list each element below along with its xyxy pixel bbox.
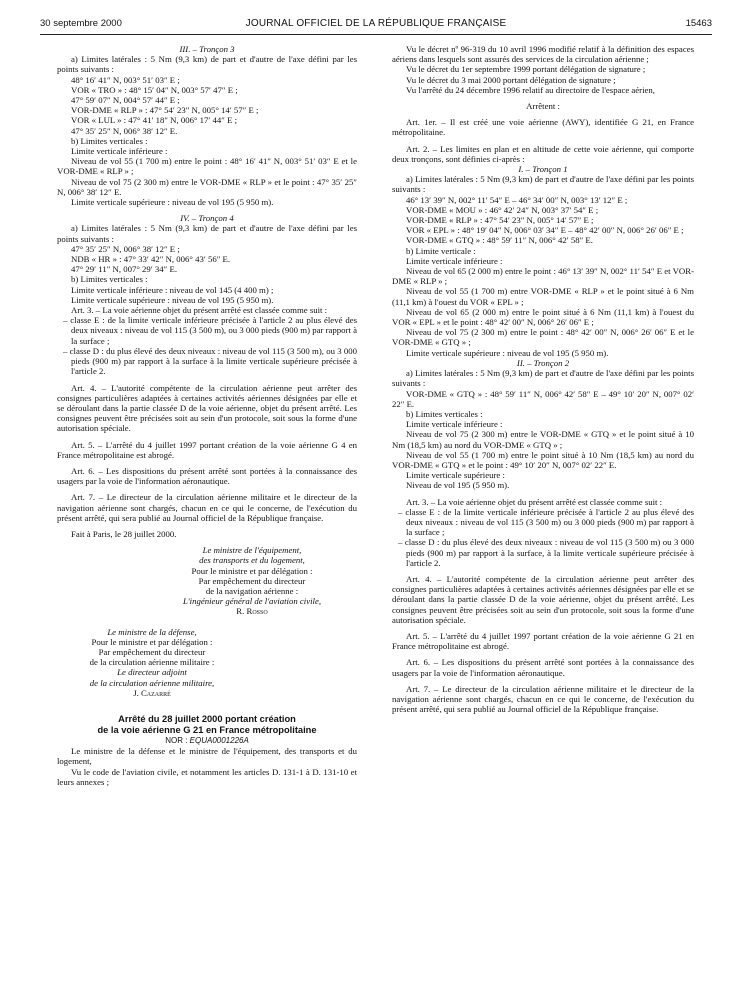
signatory-line: Par empêchement du directeur (198, 575, 306, 586)
nor-label: NOR : (165, 735, 188, 745)
paragraph: Niveau de vol 65 (2 000 m) entre le point situé à 6 Nm (11,1 km) à l'ouest du VOR « EPL » et le point : 48° 42′ 00″ N, 006° 26′ 06″ E ; (392, 306, 694, 328)
signatory-name: R. Rosso (236, 606, 268, 617)
coordinate-line: VOR « TRO » : 48° 15′ 04″ N, 003° 57′ 47″ E ; (71, 84, 238, 95)
signatory-line: Pour le ministre et par délégation : (191, 565, 313, 576)
article: Art. 4. – L'autorité compétente de la circulation aérienne peut arrêter des consignes particulières adaptées à certaines activités aériennes désignées par elle et se déroulant dans la partie classée D de la voie aérienne, objet du présent arrêté. Les consignes peuvent être précisées soit au sein d'un protocole, soit sous la forme d'une autorisation spéciale. (392, 573, 694, 625)
paragraph: Niveau de vol 65 (2 000 m) entre le point : 46° 13′ 39″ N, 002° 11′ 54″ E et VOR-DME « RLP » ; (392, 266, 694, 287)
subheading: b) Limite verticale : (406, 245, 476, 256)
signature-block-defense (57, 627, 247, 698)
paragraph: Vu l'arrêté du 24 décembre 1996 relatif au directoire de l'espace aérien, (406, 84, 655, 95)
coordinate-line: VOR « LUL » : 47° 41′ 18″ N, 006° 17′ 44″ E ; (71, 115, 238, 126)
paragraph: Niveau de vol 75 (2 300 m) entre le VOR-DME « RLP » et le point : 47° 35′ 25″ N, 006° 38′ 12″ E. (57, 176, 357, 197)
decree-title: de la voie aérienne G 21 en France métropolitaine (97, 724, 317, 735)
signatory-line: Par empêchement du directeur (98, 646, 206, 657)
list-item: – classe E : de la limite verticale inférieure précisée à l'article 2 au plus élevé des deux niveaux : niveau de vol 115 (3 500 m) ou 3 000 pieds (900 m) par rapport à la surface ; (398, 506, 694, 538)
signatory-title: de la circulation aérienne militaire, (89, 677, 215, 688)
article: Art. 7. – Le directeur de la circulation aérienne militaire et le directeur de la navigation aérienne sont chargés, chacun en ce qui le concerne, de l'exécution du présent arrêté, qui sera publié au Journal officiel de la République française. (392, 683, 694, 715)
header-date: 30 septembre 2000 (40, 18, 122, 29)
section-heading: IV. – Tronçon 4 (180, 213, 234, 224)
article: Art. 7. – Le directeur de la circulation aérienne militaire et le directeur de la navigation aérienne sont chargés, chacun en ce qui le concerne, de l'exécution du présent arrêté, qui sera publié au Journal officiel de la République française. (57, 492, 357, 523)
right-column (392, 44, 694, 714)
signatory-line: Pour le ministre et par délégation : (91, 636, 213, 647)
paragraph: Limite verticale supérieure : niveau de vol 195 (5 950 m). (71, 294, 274, 305)
paragraph: Vu le code de l'aviation civile, et notamment les articles D. 131-1 à D. 131-10 et leurs annexes ; (57, 766, 357, 787)
list-item: – classe D : du plus élevé des deux niveaux : niveau de vol 115 (3 500 m) ou 3 000 pieds (900 m) par rapport à la surface, à la limite verticale supérieure précisée à l'article 2. (398, 537, 694, 568)
signatory-title: L'ingénieur général de l'aviation civile, (182, 596, 322, 607)
coordinate-line: 47° 29′ 11″ N, 007° 29′ 34″ E. (71, 264, 178, 275)
list-item: – classe E : de la limite verticale inférieure précisée à l'article 2 au plus élevé des deux niveaux : niveau de vol 115 (3 500 m), ou 3 000 pieds (900 m) par rapport à la surface ; (63, 315, 357, 346)
article: Art. 2. – Les limites en plan et en altitude de cette voie aérienne, qui comporte deux tronçons, sont définies ci-après : (392, 143, 694, 164)
article: Art. 3. – La voie aérienne objet du présent arrêté est classée comme suit : (406, 496, 663, 507)
signatory-title: Le ministre de l'équipement, (202, 545, 302, 556)
section-heading: I. – Tronçon 1 (518, 164, 568, 175)
subheading: b) Limites verticales : (71, 274, 148, 285)
paragraph: Limite verticale supérieure : niveau de vol 195 (5 950 m). (71, 197, 274, 208)
nor-reference (57, 736, 357, 746)
signature-date: Fait à Paris, le 28 juillet 2000. (71, 528, 177, 539)
left-column (57, 44, 357, 787)
coordinate-line: 46° 13′ 39″ N, 002° 11′ 54″ E – 46° 34′ 00″ N, 003° 13′ 12″ E ; (406, 194, 628, 205)
paragraph: Vu le décret du 1er septembre 1999 portant délégation de signature ; (406, 64, 646, 75)
enacting-word: Arrêtent : (526, 101, 560, 112)
coordinate-line: VOR-DME « GTQ » : 48° 59′ 11″ N, 006° 42′ 58″ E. (406, 235, 593, 246)
coordinate-line: 47° 59′ 07″ N, 004° 57′ 44″ E ; (71, 95, 180, 106)
paragraph: Le ministre de la défense et le ministre de l'équipement, des transports et du logement, (57, 746, 357, 767)
article: Art. 6. – Les dispositions du présent arrêté sont portées à la connaissance des usagers par la voie de l'information aéronautique. (57, 465, 357, 487)
paragraph: Niveau de vol 195 (5 950 m). (406, 480, 510, 491)
paragraph: a) Limites latérales : 5 Nm (9,3 km) de part et d'autre de l'axe défini par les points suivants : (57, 54, 357, 75)
paragraph: Niveau de vol 55 (1 700 m) entre le point situé à 10 Nm (18,5 km) au nord du VOR-DME « GTQ » et le point : 49° 10′ 20″ N, 007° 02′ 22″ E. (392, 449, 694, 470)
coordinate-line: VOR-DME « MOU » : 46° 42′ 24″ N, 003° 37′ 54″ E ; (406, 204, 599, 215)
article: Art. 4. – L'autorité compétente de la circulation aérienne peut arrêter des consignes particulières adaptées à certaines activités aériennes désignées par elle et se déroulant dans la partie classée D de la voie aérienne, objet du présent arrêté. Les consignes peuvent être précisées soit au sein d'un protocole, soit sous la forme d'une autorisation spéciale. (57, 382, 357, 434)
header-journal-title: JOURNAL OFFICIEL DE LA RÉPUBLIQUE FRANÇAISE (245, 18, 507, 29)
paragraph: Limite verticale inférieure : (71, 146, 168, 157)
coordinate-line: VOR-DME « RLP » : 47° 54′ 23″ N, 005° 14′ 57″ E ; (71, 105, 259, 116)
paragraph: a) Limites latérales : 5 Nm (9,3 km) de part et d'autre de l'axe défini par les points suivants : (392, 174, 694, 195)
paragraph: Niveau de vol 75 (2 300 m) entre le VOR-DME « GTQ » et le point situé à 10 Nm (18,5 km) au nord du VOR-DME « GTQ » ; (392, 429, 694, 450)
paragraph: a) Limites latérales : 5 Nm (9,3 km) de part et d'autre de l'axe défini par les points suivants : (57, 223, 357, 244)
signatory-title: Le ministre de la défense, (107, 626, 197, 637)
article: Art. 1er. – Il est créé une voie aérienne (AWY), identifiée G 21, en France métropolitaine. (392, 117, 694, 138)
signatory-line: de la navigation aérienne : (205, 585, 299, 596)
page-header (40, 18, 712, 32)
article: Art. 5. – L'arrêté du 4 juillet 1997 portant création de la voie aérienne G 4 en France métropolitaine est abrogé. (57, 439, 357, 460)
paragraph: Vu le décret nº 96-319 du 10 avril 1996 modifié relatif à la définition des espaces aériens dans lesquels sont assurés des services de la circulation aérienne ; (392, 44, 694, 65)
coordinate-line: NDB « HR » : 47° 33′ 42″ N, 006° 43′ 56″ E. (71, 254, 231, 265)
paragraph: Limite verticale supérieure : (406, 470, 505, 481)
paragraph: Limite verticale supérieure : niveau de vol 195 (5 950 m). (406, 347, 609, 358)
paragraph: Niveau de vol 75 (2 300 m) entre le point : 48° 42′ 00″ N, 006° 26′ 06″ E et le VOR-DME « GTQ » ; (392, 327, 694, 348)
subheading: b) Limites verticales : (71, 135, 148, 146)
paragraph: Limite verticale inférieure : (406, 255, 503, 266)
paragraph: a) Limites latérales : 5 Nm (9,3 km) de part et d'autre de l'axe défini par les points suivants : (392, 368, 694, 389)
coordinate-line: 47° 35′ 25″ N, 006° 38′ 12″ E ; (71, 243, 180, 254)
section-heading: III. – Tronçon 3 (179, 44, 235, 54)
paragraph: Vu le décret du 3 mai 2000 portant délégation de signature ; (406, 74, 616, 85)
paragraph: Niveau de vol 55 (1 700 m) entre le point : 48° 16′ 41″ N, 003° 51′ 03″ E et le VOR-DME « RLP » ; (57, 156, 357, 177)
coordinate-line: 48° 16′ 41″ N, 003° 51′ 03″ E ; (71, 74, 180, 85)
paragraph: Limite verticale inférieure : niveau de vol 145 (4 400 m) ; (71, 284, 274, 295)
decree-title: Arrêté du 28 juillet 2000 portant création (118, 713, 296, 724)
header-page-number: 15463 (685, 18, 712, 29)
signatory-line: de la circulation aérienne militaire : (89, 657, 215, 668)
coordinate-line: VOR-DME « RLP » : 47° 54′ 23″ N, 005° 14′ 57″ E ; (406, 215, 594, 226)
article: Art. 3. – La voie aérienne objet du présent arrêté est classée comme suit : (71, 305, 328, 316)
signatory-name: J. Cazarré (133, 687, 171, 698)
paragraph: Limite verticale inférieure : (406, 419, 503, 430)
signatory-title: des transports et du logement, (199, 555, 305, 566)
header-rule (40, 34, 712, 35)
article: Art. 6. – Les dispositions du présent arrêté sont portées à la connaissance des usagers par la voie de l'information aéronautique. (392, 657, 694, 678)
coordinate-line: VOR-DME « GTQ » : 48° 59′ 11″ N, 006° 42′ 58″ E – 49° 10′ 20″ N, 007° 02′ 22″ E. (392, 388, 694, 409)
article: Art. 5. – L'arrêté du 4 juillet 1997 portant création de la voie aérienne G 21 en France métropolitaine est abrogé. (392, 630, 694, 652)
signatory-title: Le directeur adjoint (117, 667, 187, 678)
coordinate-line: VOR « EPL » : 48° 19′ 04″ N, 006° 03′ 34″ E – 48° 42′ 00″ N, 006° 26′ 06″ E ; (406, 225, 684, 236)
nor-code: EQUA0001226A (189, 735, 249, 745)
list-item: – classe D : du plus élevé des deux niveaux : niveau de vol 115 (3 500 m), ou 3 000 pieds (900 m) par rapport à la surface à la limite verticale supérieure précisée à l'article 2. (63, 345, 357, 377)
coordinate-line: 47° 35′ 25″ N, 006° 38′ 12″ E. (71, 125, 178, 136)
section-heading: II. – Tronçon 2 (516, 357, 570, 368)
subheading: b) Limites verticales : (406, 408, 483, 419)
paragraph: Niveau de vol 55 (1 700 m) entre VOR-DME « RLP » et le point situé à 6 Nm (11,1 km) à l'ouest du VOR « EPL » ; (392, 286, 694, 307)
